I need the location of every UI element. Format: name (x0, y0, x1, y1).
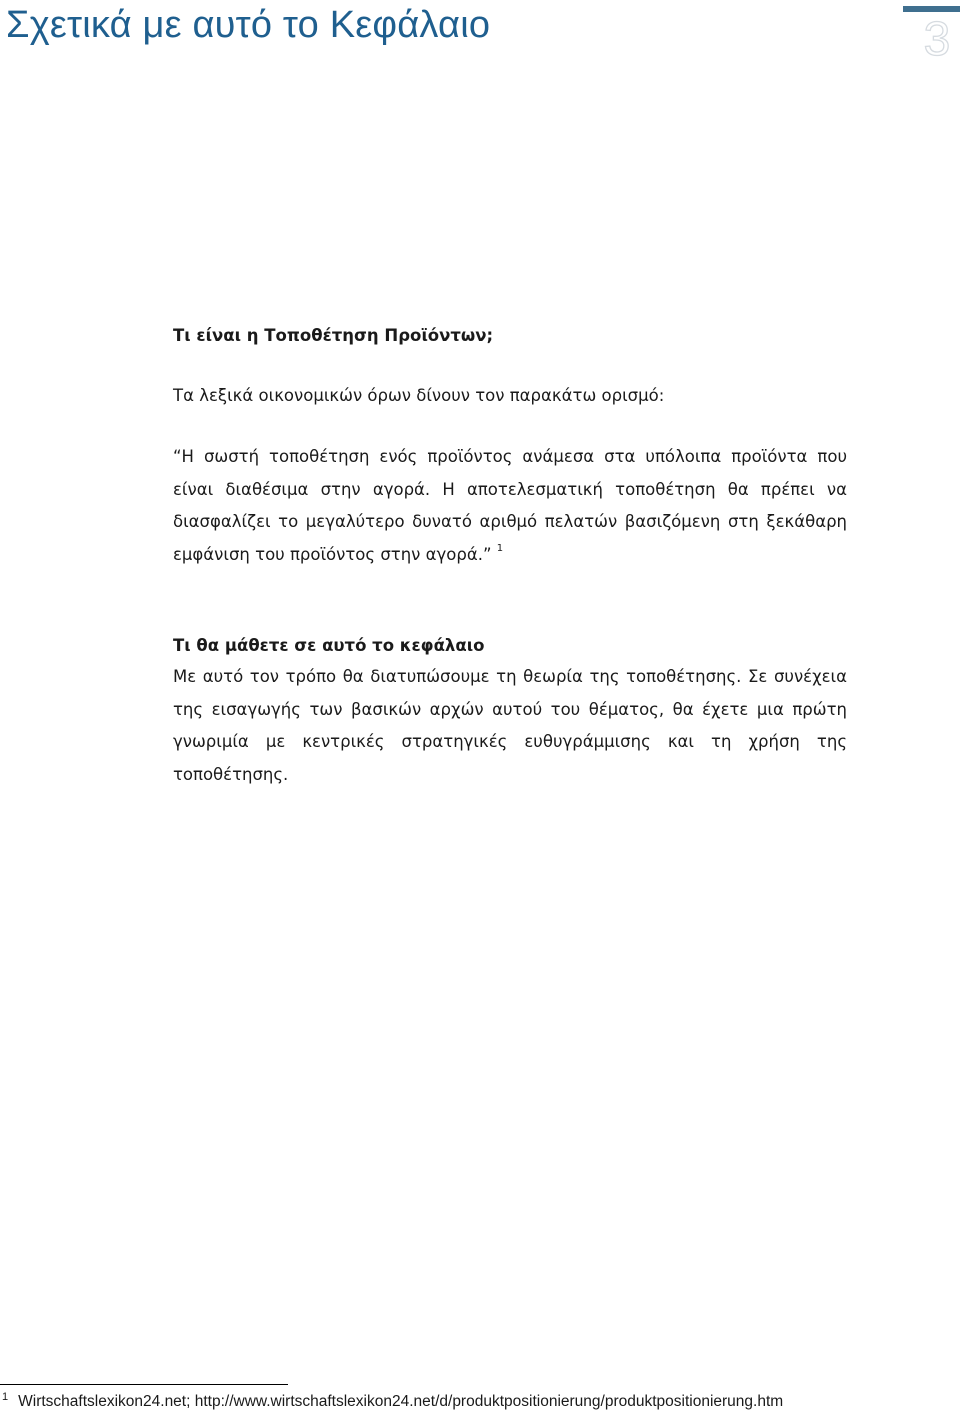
page-number: 3 (923, 13, 951, 66)
definition-quote-text (173, 441, 847, 574)
section-definition (173, 324, 847, 348)
footnote-number: 1 (2, 1391, 9, 1403)
quote-line: “Η σωστή τοποθέτηση ενός προϊόντος ανάμεσα στα υπόλοιπα προϊόντα που (173, 447, 847, 466)
quote-line: διασφαλίζει το μεγαλύτερο δυνατό αριθμό πελατών βασιζόμενη στη (173, 512, 759, 531)
quote-line: ξεκάθαρη εμφάνιση του προϊόντος στην αγορά.” (173, 512, 848, 564)
body-line: της τοποθέτησης. (173, 732, 847, 784)
body-line: συνέχεια της εισαγωγής των βασικών αρχών αυτού του θέματος, θα έχετε (173, 667, 847, 719)
learning-text (173, 661, 847, 791)
definition-intro: Τα λεξικά οικονομικών όρων δίνουν τον παρακάτω ορισμό: (173, 386, 665, 405)
footnote-text[interactable]: Wirtschaftslexikon24.net; http://www.wirtschaftslexikon24.net/d/produktpositionierung/produktpositionierung.htm (18, 1393, 784, 1410)
section-heading-learning: Τι θα μάθετε σε αυτό το κεφάλαιο (173, 636, 485, 655)
section-learning (173, 634, 847, 791)
definition-intro-block (173, 380, 847, 413)
footnote (2, 1393, 783, 1411)
footnote-reference[interactable]: 1 (496, 542, 504, 554)
quote-line: είναι διαθέσιμα στην αγορά. Η αποτελεσματική τοποθέτηση θα πρέπει να (173, 479, 847, 499)
footnote-separator (0, 1384, 288, 1385)
page-number-badge (903, 0, 960, 72)
section-heading-definition: Τι είναι η Τοποθέτηση Προϊόντων; (173, 326, 494, 345)
body-line: Με αυτό τον τρόπο θα διατυπώσουμε τη θεωρία της τοποθέτησης. Σε (173, 667, 768, 686)
body-line: μια πρώτη γνωριμία με κεντρικές στρατηγικές ευθυγράμμισης και τη χρήση (173, 699, 847, 751)
chapter-title: Σχετικά με αυτό το Κεφάλαιο (6, 4, 491, 46)
definition-quote (173, 441, 847, 574)
